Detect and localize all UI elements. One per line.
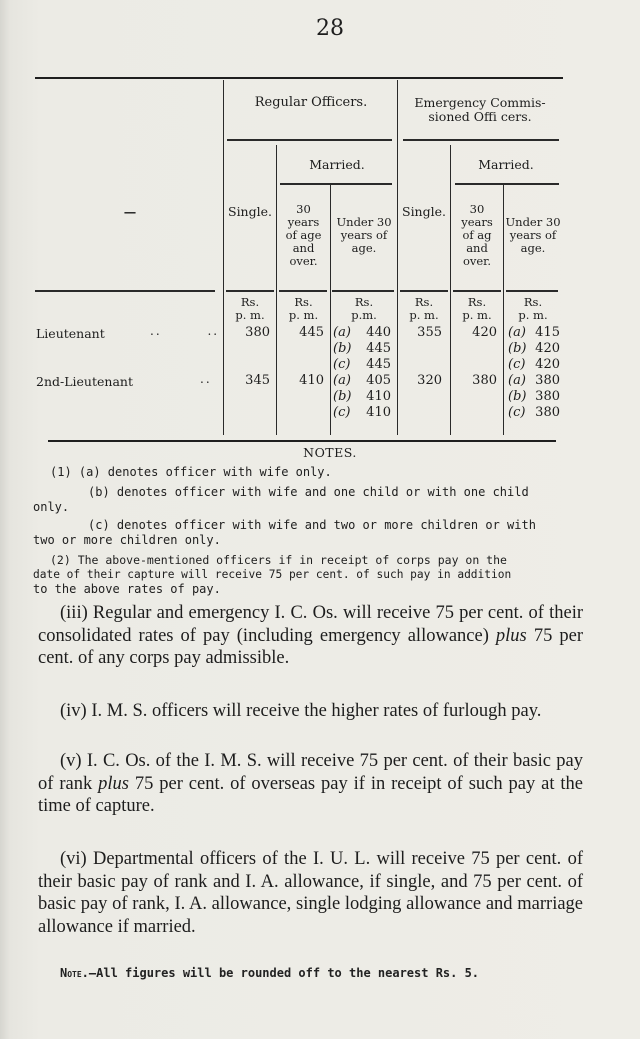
subheader-line: of age xyxy=(285,228,322,242)
note-line: only. xyxy=(33,500,70,514)
unit-line: Rs. xyxy=(414,295,434,309)
family-key: (c) xyxy=(508,405,526,420)
unit-label xyxy=(331,296,397,322)
col-divider xyxy=(276,145,277,435)
subheader-line: Under 30 xyxy=(336,215,392,229)
family-value: 420 xyxy=(535,341,560,356)
family-key: (a) xyxy=(508,373,526,388)
emergency-married-rule xyxy=(455,183,559,185)
subheader-line: and xyxy=(466,241,488,255)
subheader-line: years of xyxy=(340,228,388,242)
paragraph-text: 75 per cent. of overseas pay if in receipt of such pay at the time of capture. xyxy=(38,773,583,816)
family-value: 410 xyxy=(366,405,391,420)
family-value: 405 xyxy=(366,373,391,388)
subheader-line: 30 xyxy=(296,202,311,216)
family-value: 380 xyxy=(535,405,560,420)
family-value: 380 xyxy=(535,389,560,404)
unit-line: p.m. xyxy=(351,308,377,322)
family-key: (b) xyxy=(333,389,352,404)
header-rule-c4 xyxy=(400,290,448,292)
notes-title: NOTES. xyxy=(303,445,357,460)
subheader-line: and xyxy=(292,241,315,255)
regular-married-rule xyxy=(280,183,392,185)
unit-line: p. m. xyxy=(288,308,319,322)
value-emergency-single: 355 xyxy=(417,325,442,340)
family-value: 440 xyxy=(366,325,391,340)
unit-label xyxy=(277,296,330,322)
unit-line: p. m. xyxy=(462,308,492,322)
value-regular-single: 345 xyxy=(245,373,270,388)
regular-group-rule xyxy=(227,139,392,141)
table-bottom-rule xyxy=(48,440,556,442)
subheader-line: years of xyxy=(509,228,557,242)
family-key: (b) xyxy=(508,389,527,404)
group-header-emergency-line2: sioned Offi cers. xyxy=(428,109,532,124)
unit-line: p. m. xyxy=(409,308,439,322)
col-divider xyxy=(450,145,451,435)
page-number: 28 xyxy=(316,16,344,41)
subheader-line: Under 30 xyxy=(505,215,561,229)
paragraph-text: 75 per cent. of any corps pay admissible. xyxy=(38,625,583,668)
subheader-line: years xyxy=(461,215,493,229)
subheader-under30 xyxy=(504,216,562,255)
note-line: (1) (a) denotes officer with wife only. xyxy=(50,465,332,479)
unit-line: Rs. xyxy=(523,295,543,309)
table-top-rule xyxy=(35,77,563,79)
value-emergency-over30: 420 xyxy=(472,325,497,340)
value-regular-over30: 445 xyxy=(299,325,324,340)
subheader-single: Single. xyxy=(402,204,446,219)
paragraph-iii xyxy=(38,602,583,670)
unit-line: p. m. xyxy=(518,308,548,322)
family-key: (c) xyxy=(508,357,526,372)
family-key: (a) xyxy=(508,325,526,340)
group-header-emergency-line1: Emergency Commis- xyxy=(414,95,546,110)
paragraph-text: (v) I. C. Os. of the I. M. S. will receive 75 per cent. of their basic pay of rank xyxy=(38,751,583,794)
header-rule-c5 xyxy=(453,290,501,292)
value-emergency-single: 320 xyxy=(417,373,442,388)
unit-line: Rs. xyxy=(467,295,487,309)
header-rule-c1 xyxy=(226,290,274,292)
paragraph-vi xyxy=(38,848,583,938)
footnote-label: Note. xyxy=(60,966,89,980)
family-value: 410 xyxy=(366,389,391,404)
subheader-line: age. xyxy=(520,241,546,255)
unit-line: Rs. xyxy=(294,295,313,309)
married-header-regular: Married. xyxy=(309,157,365,172)
family-value: 445 xyxy=(366,341,391,356)
family-value: 415 xyxy=(535,325,560,340)
rank-label: 2nd-Lieutenant xyxy=(36,374,133,389)
group-header-regular: Regular Officers. xyxy=(254,95,368,110)
paragraph-iv xyxy=(38,700,583,723)
group-header-emergency xyxy=(400,96,560,124)
paragraph-text: (vi) Departmental officers of the I. U. L. will receive 75 per cent. of their basic pay of rank and I. A. allowance, if single, and 75 per cent. of basic pay of rank, I. A. allowance, single lodging allowance and marriage allowance if married. xyxy=(38,849,583,937)
value-regular-over30: 410 xyxy=(299,373,324,388)
family-key: (c) xyxy=(333,405,351,420)
value-emergency-over30: 380 xyxy=(472,373,497,388)
unit-label xyxy=(224,296,276,322)
subheader-line: over. xyxy=(462,254,492,268)
col-divider xyxy=(223,80,224,435)
header-rule-c2 xyxy=(279,290,327,292)
paragraph-italic: plus xyxy=(495,625,527,646)
rank-label: Lieutenant xyxy=(36,326,105,341)
note-line: (c) denotes officer with wife and two or more children or with xyxy=(88,518,536,532)
subheader-line: age. xyxy=(351,241,377,255)
unit-label xyxy=(504,296,562,322)
family-value: 445 xyxy=(366,357,391,372)
emergency-group-rule xyxy=(403,139,559,141)
subheader-line: 30 xyxy=(469,202,485,216)
note-line: to the above rates of pay. xyxy=(33,582,221,596)
unit-label xyxy=(451,296,503,322)
header-rule-stub xyxy=(35,290,215,292)
subheader-under30 xyxy=(331,216,397,255)
unit-line: Rs. xyxy=(354,295,374,309)
family-value: 420 xyxy=(535,357,560,372)
subheader-line: of ag xyxy=(462,228,492,242)
unit-line: Rs. xyxy=(240,295,260,309)
paragraph-v xyxy=(38,750,583,818)
unit-line: p. m. xyxy=(235,308,265,322)
note-line: (2) The above-mentioned officers if in receipt of corps pay on the xyxy=(50,553,507,567)
note-line: date of their capture will receive 75 per cent. of such pay in addition xyxy=(33,568,512,581)
family-key: (a) xyxy=(333,373,351,388)
subheader-line: years xyxy=(287,215,320,229)
paragraph-italic: plus xyxy=(98,773,129,794)
unit-label xyxy=(398,296,450,322)
family-key: (b) xyxy=(333,341,352,356)
family-key: (b) xyxy=(508,341,527,356)
paragraph-text: (iii) Regular and emergency I. C. Os. will receive 75 per cent. of their consolidated rates of pay (including emergency allowance) xyxy=(38,603,583,646)
header-rule-c3 xyxy=(332,290,394,292)
paragraph-text: (iv) I. M. S. officers will receive the higher rates of furlough pay. xyxy=(60,701,542,721)
subheader-over30 xyxy=(277,203,330,268)
footnote xyxy=(60,966,479,980)
family-key: (a) xyxy=(333,325,351,340)
leader-dots: .. .. xyxy=(150,324,220,338)
family-key: (c) xyxy=(333,357,351,372)
subheader-line: over. xyxy=(289,254,318,268)
stub-header: — xyxy=(123,204,137,219)
family-value: 380 xyxy=(535,373,560,388)
note-line: (b) denotes officer with wife and one child or with one child xyxy=(88,485,529,499)
col-divider xyxy=(397,80,398,435)
note-line: two or more children only. xyxy=(33,533,221,547)
header-rule-c6 xyxy=(506,290,558,292)
leader-dots: .. xyxy=(200,372,212,386)
married-header-emergency: Married. xyxy=(478,157,534,172)
subheader-over30 xyxy=(451,203,503,268)
footnote-text: —All figures will be rounded off to the nearest Rs. 5. xyxy=(88,966,480,980)
subheader-single: Single. xyxy=(228,204,272,219)
value-regular-single: 380 xyxy=(245,325,270,340)
